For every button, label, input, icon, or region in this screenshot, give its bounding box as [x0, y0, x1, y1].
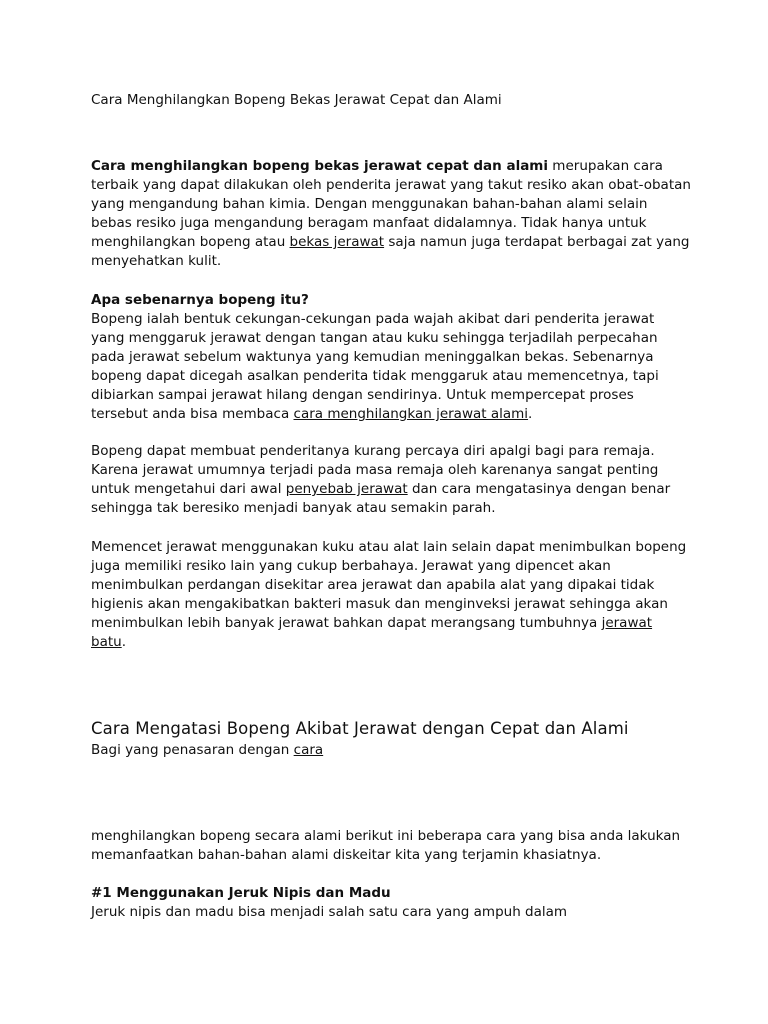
item-heading-jeruk-nipis: #1 Menggunakan Jeruk Nipis dan Madu [91, 885, 391, 901]
section1-text-a: Bopeng ialah bentuk cekungan-cekungan pada wajah akibat dari penderita jerawat yang menggaruk jerawat dengan tangan atau kuku sehingga terjadilah perpecahan pada jerawat sebelum waktunya yang kemudian meninggalkan bekas. Sebenarnya bopeng dapat dicegah asalkan penderita tidak menggaruk atau memencetnya, tapi dibiarkan sampai jerawat hilang dengan sendirinya. Untuk mempercepat proses tersebut anda bisa membaca [91, 311, 659, 422]
section-heading-apa-bopeng: Apa sebenarnya bopeng itu? [91, 292, 309, 308]
intro-text-b: saja namun juga terdapat berbagai zat yang menyehatkan kulit. [91, 234, 690, 269]
link-penyebab-jerawat[interactable]: penyebab jerawat [285, 481, 408, 497]
section-heading-cara-mengatasi: Cara Mengatasi Bopeng Akibat Jerawat dengan Cepat dan Alami [91, 719, 629, 738]
link-bekas-jerawat[interactable]: bekas jerawat [289, 234, 385, 250]
section-apa-bopeng [91, 291, 691, 424]
intro-text [91, 157, 691, 271]
intro-bold-lead: Cara menghilangkan bopeng bekas jerawat cepat dan alami [91, 158, 549, 174]
item-jeruk-nipis-text: Jeruk nipis dan madu bisa menjadi salah satu cara yang ampuh dalam [91, 904, 568, 920]
para3-text-a: Memencet jerawat menggunakan kuku atau alat lain selain dapat menimbulkan bopeng juga memiliki resiko lain yang cukup berbahaya. Jerawat yang dipencet akan menimbulkan perdangan disekitar area jerawat dan apabila alat yang dipakai tidak higienis akan mengakibatkan bakteri masuk dan menginveksi jerawat sehingga akan menimbulkan lebih banyak jerawat bahkan dapat merangsang tumbuhnya [91, 539, 687, 631]
intro-text-a: merupakan cara terbaik yang dapat dilakukan oleh penderita jerawat yang takut resiko akan obat-obatan yang mengandung bahan kimia. Dengan menggunakan bahan-bahan alami selain bebas resiko juga mengandung beragam manfaat didalamnya. Tidak hanya untuk menghilangkan bopeng atau [91, 158, 691, 250]
paragraph-4-text: menghilangkan bopeng secara alami berikut ini beberapa cara yang bisa anda lakukan memanfaatkan bahan-bahan alami diskeitar kita yang terjamin khasiatnya. [91, 828, 681, 863]
section-cara-mengatasi [91, 718, 691, 760]
paragraph-menghilangkan-bopeng [91, 827, 691, 865]
section-apa-bopeng-text [91, 310, 691, 424]
para2-text-a: Bopeng dapat membuat penderitanya kurang percaya diri apalgi bagi para remaja. Karena jerawat umumnya terjadi pada masa remaja oleh karenanya sangat penting untuk mengetahui dari awal [91, 443, 659, 497]
link-jerawat-batu[interactable]: jerawat batu [91, 615, 653, 650]
para3-text-b: . [121, 634, 126, 650]
section2-text [91, 741, 691, 760]
paragraph-memencet-jerawat [91, 538, 691, 652]
paragraph-bopeng-percaya-diri [91, 442, 691, 518]
para2-text-b: dan cara mengatasinya dengan benar sehingga tak beresiko menjadi banyak atau semakin parah. [91, 481, 671, 516]
intro-paragraph [91, 157, 691, 271]
link-cara-menghilangkan-jerawat-alami[interactable]: cara menghilangkan jerawat alami [293, 406, 529, 422]
item-jeruk-nipis-madu [91, 884, 691, 922]
paragraph-2-text [91, 442, 691, 518]
link-cara[interactable]: cara [293, 742, 324, 758]
document-title: Cara Menghilangkan Bopeng Bekas Jerawat Cepat dan Alami [91, 92, 502, 108]
section1-text-b: . [528, 406, 533, 422]
paragraph-3-text [91, 538, 691, 652]
section2-text-a: Bagi yang penasaran dengan [91, 742, 294, 758]
